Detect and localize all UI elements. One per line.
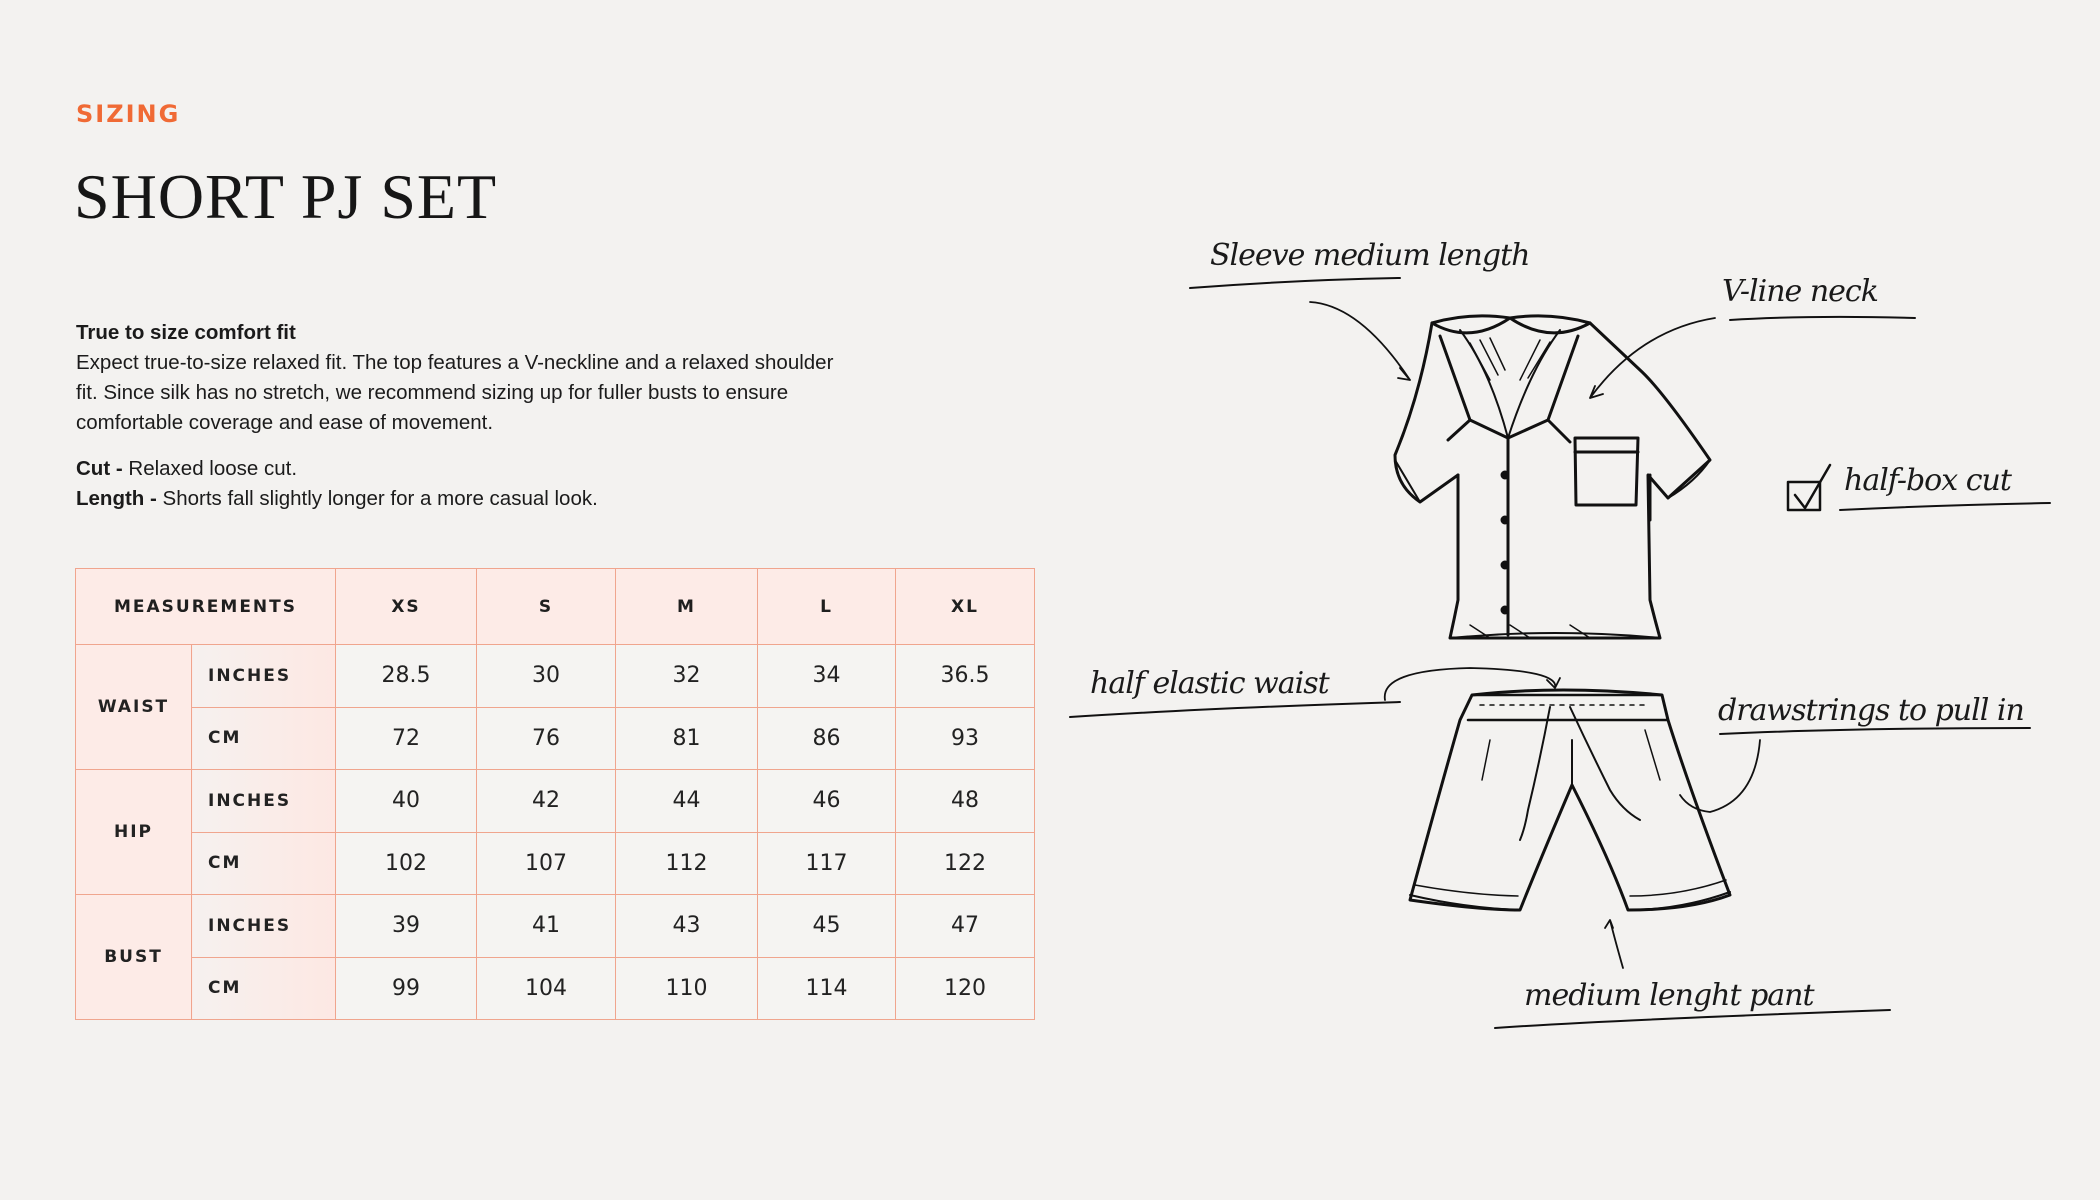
table-cell: 93 [896, 707, 1035, 770]
table-cell: 39 [336, 895, 477, 958]
table-cell: 28.5 [336, 645, 477, 708]
table-cell: 47 [896, 895, 1035, 958]
group-label-bust: BUST [76, 895, 192, 1020]
table-cell: 110 [616, 957, 758, 1020]
table-row [76, 707, 1035, 770]
table-cell: 122 [896, 832, 1035, 895]
size-header-s: S [477, 569, 616, 645]
note-waist: half elastic waist [1090, 666, 1329, 701]
cut-label: Cut - [76, 457, 123, 480]
unit-label: INCHES [192, 770, 336, 833]
table-row [76, 770, 1035, 833]
group-label-waist: WAIST [76, 645, 192, 770]
section-eyebrow: SIZING [76, 100, 181, 128]
table-cell: 32 [616, 645, 758, 708]
page-title: SHORT PJ SET [74, 161, 498, 232]
table-cell: 41 [477, 895, 616, 958]
fit-heading: True to size comfort fit [76, 321, 296, 344]
fit-line: Expect true-to-size relaxed fit. The top features a V-neckline and a relaxed shoulder [76, 351, 834, 374]
table-cell: 120 [896, 957, 1035, 1020]
table-cell: 30 [477, 645, 616, 708]
pj-set-illustration [1050, 220, 2090, 1080]
table-row [76, 895, 1035, 958]
table-row [76, 832, 1035, 895]
unit-label: INCHES [192, 895, 336, 958]
size-header-l: L [758, 569, 896, 645]
note-drawstring: drawstrings to pull in [1718, 693, 2024, 728]
table-cell: 86 [758, 707, 896, 770]
checkbox-icon [1788, 465, 1830, 510]
fit-description [76, 318, 916, 514]
table-row [76, 645, 1035, 708]
size-header-xl: XL [896, 569, 1035, 645]
note-neck: V-line neck [1722, 274, 1878, 309]
table-cell: 114 [758, 957, 896, 1020]
annotation-arrows [1310, 302, 1760, 968]
table-row [76, 957, 1035, 1020]
length-label: Length - [76, 487, 157, 510]
table-cell: 102 [336, 832, 477, 895]
measurements-header: MEASUREMENTS [76, 569, 336, 645]
table-cell: 44 [616, 770, 758, 833]
table-cell: 72 [336, 707, 477, 770]
group-label-hip: HIP [76, 770, 192, 895]
table-cell: 112 [616, 832, 758, 895]
table-cell: 40 [336, 770, 477, 833]
fit-line: fit. Since silk has no stretch, we recommend sizing up for fuller busts to ensure [76, 381, 789, 404]
size-header-xs: XS [336, 569, 477, 645]
unit-label: INCHES [192, 645, 336, 708]
note-sleeve: Sleeve medium length [1210, 238, 1530, 273]
shorts-sketch [1410, 690, 1730, 910]
table-cell: 46 [758, 770, 896, 833]
table-cell: 117 [758, 832, 896, 895]
note-pant: medium lenght pant [1524, 978, 1814, 1013]
length-text: Shorts fall slightly longer for a more casual look. [156, 487, 598, 510]
table-cell: 76 [477, 707, 616, 770]
table-cell: 107 [477, 832, 616, 895]
unit-label: CM [192, 957, 336, 1020]
table-cell: 99 [336, 957, 477, 1020]
cut-spec [76, 454, 916, 484]
shirt-sketch [1395, 316, 1710, 638]
length-spec [76, 484, 916, 514]
table-cell: 48 [896, 770, 1035, 833]
size-chart [75, 568, 1035, 1020]
table-cell: 104 [477, 957, 616, 1020]
table-cell: 34 [758, 645, 896, 708]
table-cell: 36.5 [896, 645, 1035, 708]
unit-label: CM [192, 832, 336, 895]
fit-line: comfortable coverage and ease of movement. [76, 411, 494, 434]
table-cell: 42 [477, 770, 616, 833]
size-header-m: M [616, 569, 758, 645]
unit-label: CM [192, 707, 336, 770]
table-cell: 45 [758, 895, 896, 958]
table-cell: 43 [616, 895, 758, 958]
cut-text: Relaxed loose cut. [122, 457, 298, 480]
note-box-cut: half-box cut [1844, 463, 2011, 498]
table-cell: 81 [616, 707, 758, 770]
size-header-row [76, 569, 1035, 645]
